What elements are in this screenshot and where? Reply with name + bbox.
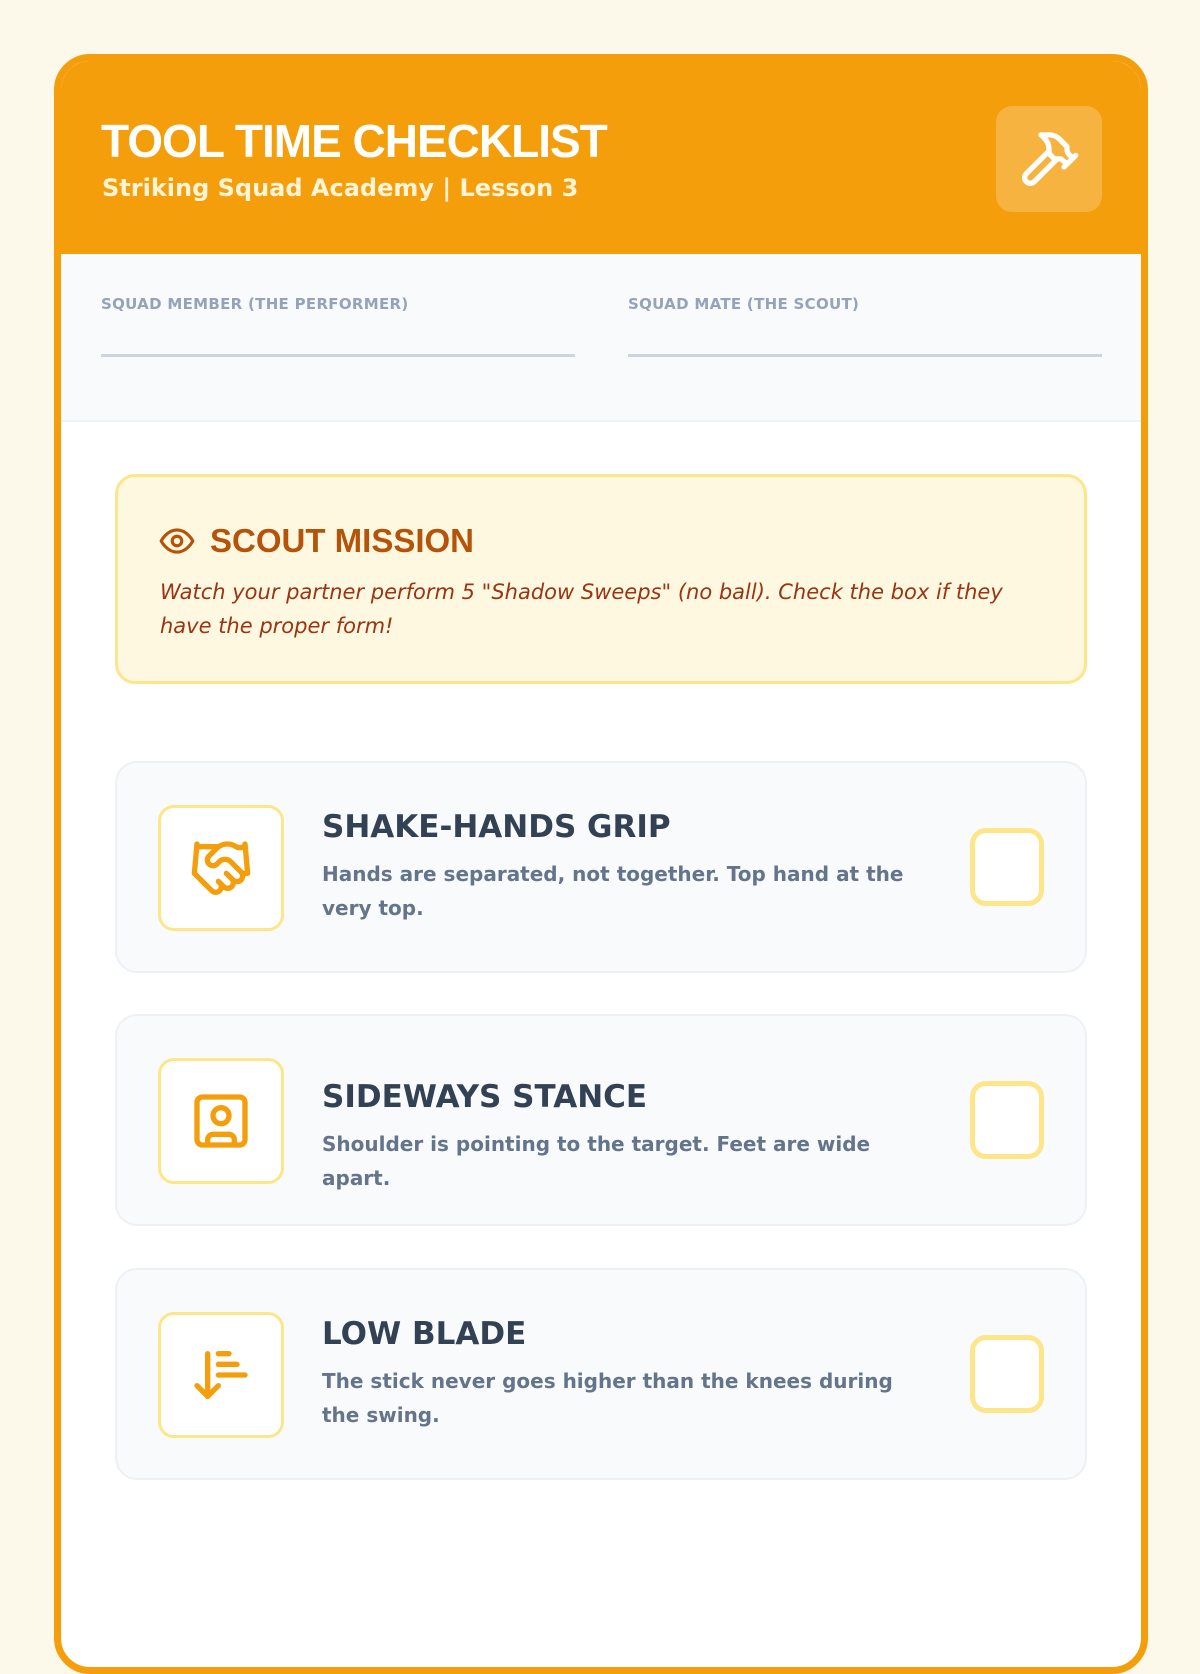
scout-mission-box — [115, 474, 1087, 684]
arrow-down-lines-icon — [189, 1343, 253, 1407]
form-checkbox-grip[interactable] — [970, 828, 1044, 906]
item-title: LOW BLADE — [322, 1316, 527, 1352]
item-description: Hands are separated, not together. Top hand at the very top. — [322, 862, 904, 920]
mission-header — [158, 521, 474, 561]
user-square-icon — [189, 1089, 253, 1153]
item-title: SIDEWAYS STANCE — [322, 1079, 648, 1115]
scout-input-line[interactable] — [628, 354, 1102, 357]
performer-field[interactable] — [101, 294, 575, 357]
item-description: The stick never goes higher than the knees during the swing. — [322, 1369, 893, 1427]
scout-field[interactable] — [628, 294, 1102, 357]
page-title: TOOL TIME CHECKLIST — [101, 115, 607, 167]
hammer-icon — [1017, 127, 1081, 191]
item-icon-tile — [158, 1312, 284, 1438]
performer-label: SQUAD MEMBER (THE PERFORMER) — [101, 295, 409, 313]
header-banner — [61, 61, 1141, 254]
handshake-icon — [189, 836, 253, 900]
item-description: Shoulder is pointing to the target. Feet are wide apart. — [322, 1132, 871, 1190]
mission-title: SCOUT MISSION — [210, 522, 475, 559]
name-fields-section — [61, 254, 1141, 422]
scout-label: SQUAD MATE (THE SCOUT) — [628, 295, 860, 313]
performer-input-line[interactable] — [101, 354, 575, 357]
checklist-card — [54, 54, 1148, 1674]
form-checkbox-blade[interactable] — [970, 1335, 1044, 1413]
item-icon-tile — [158, 805, 284, 931]
item-title: SHAKE-HANDS GRIP — [322, 809, 671, 845]
form-checkbox-stance[interactable] — [970, 1081, 1044, 1159]
checklist-item — [115, 1014, 1087, 1226]
eye-icon — [158, 522, 196, 560]
page-subtitle: Striking Squad Academy | Lesson 3 — [102, 174, 579, 202]
hammer-badge — [996, 106, 1102, 212]
checklist-item — [115, 761, 1087, 973]
item-icon-tile — [158, 1058, 284, 1184]
mission-instructions: Watch your partner perform 5 "Shadow Sweeps" (no ball). Check the box if they have the proper form! — [160, 580, 1003, 638]
checklist-item — [115, 1268, 1087, 1480]
